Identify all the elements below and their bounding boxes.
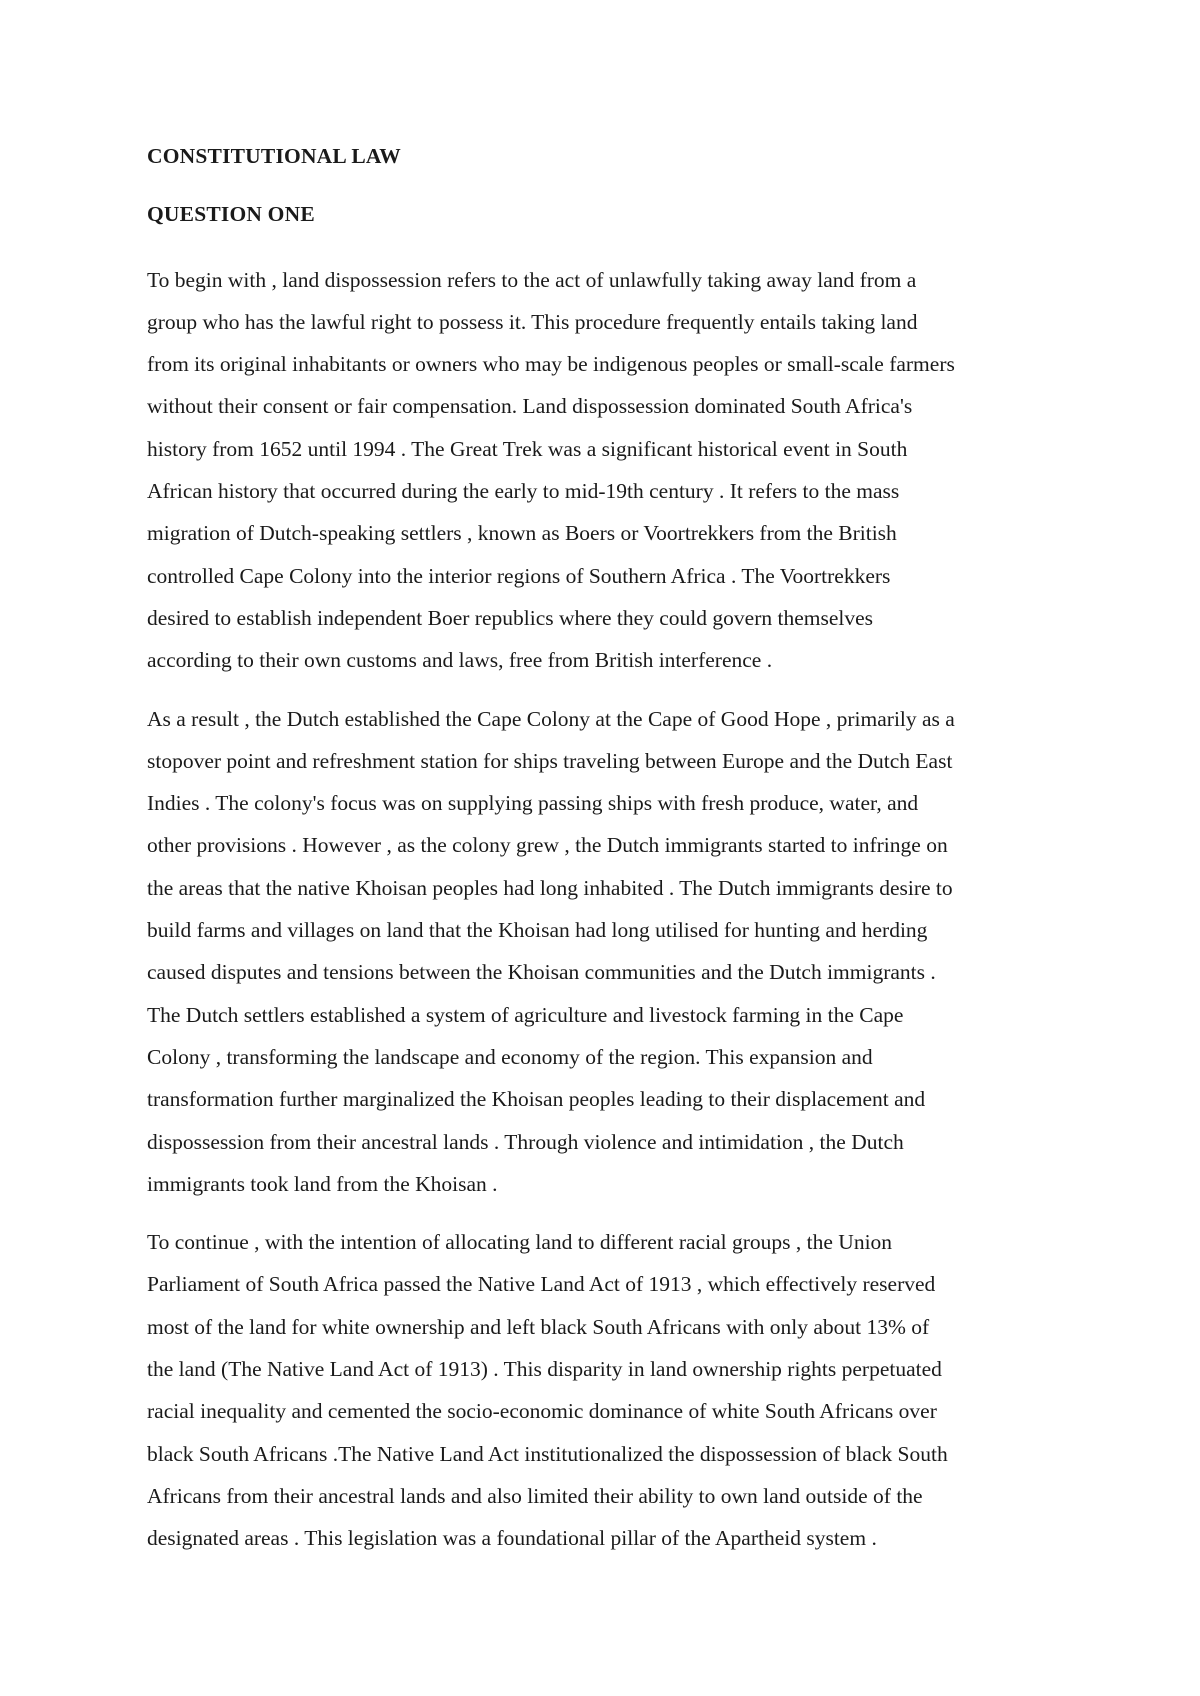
paragraph-line: caused disputes and tensions between the Khoisan communities and the Dutch immigrants . — [147, 960, 936, 985]
paragraph-line: To continue , with the intention of allocating land to different racial groups , the Union — [147, 1230, 893, 1255]
paragraph-line: other provisions . However , as the colony grew , the Dutch immigrants started to infringe on — [147, 833, 948, 858]
paragraph-line: without their consent or fair compensation. Land dispossession dominated South Africa's — [147, 394, 913, 419]
paragraph-line: immigrants took land from the Khoisan . — [147, 1171, 498, 1196]
paragraph-line: black South Africans .The Native Land Act institutionalized the dispossession of black South — [147, 1441, 948, 1466]
question-heading: QUESTION ONE — [147, 201, 315, 226]
document-title: CONSTITUTIONAL LAW — [147, 144, 401, 168]
paragraph-line: transformation further marginalized the Khoisan peoples leading to their displacement and — [147, 1087, 926, 1112]
paragraph-line: most of the land for white ownership and left black South Africans with only about 13% of — [147, 1314, 930, 1339]
paragraph-line: To begin with , land dispossession refers to the act of unlawfully taking away land from a — [147, 267, 917, 292]
paragraph-line: history from 1652 until 1994 . The Great Trek was a significant historical event in South — [147, 436, 908, 461]
paragraph-line: migration of Dutch-speaking settlers , known as Boers or Voortrekkers from the British — [147, 521, 897, 546]
paragraph-line: racial inequality and cemented the socio-economic dominance of white South Africans over — [147, 1399, 937, 1424]
paragraph-line: according to their own customs and laws, free from British interference . — [147, 648, 773, 673]
document-body — [147, 144, 1075, 1576]
paragraph-1 — [147, 259, 1075, 682]
paragraph-line: controlled Cape Colony into the interior regions of Southern Africa . The Voortrekkers — [147, 563, 891, 588]
paragraph-line: dispossession from their ancestral lands . Through violence and intimidation , the Dutch — [147, 1129, 904, 1154]
paragraph-3 — [147, 1221, 1075, 1559]
paragraph-line: the land (The Native Land Act of 1913) . This disparity in land ownership rights perpetuated — [147, 1357, 942, 1382]
paragraph-line: build farms and villages on land that the Khoisan had long utilised for hunting and herding — [147, 918, 928, 943]
paragraph-line: Parliament of South Africa passed the Native Land Act of 1913 , which effectively reserved — [147, 1272, 936, 1297]
paragraph-2 — [147, 698, 1075, 1206]
paragraph-line: stopover point and refreshment station for ships traveling between Europe and the Dutch East — [147, 748, 953, 773]
paragraph-line: the areas that the native Khoisan peoples had long inhabited . The Dutch immigrants desire to — [147, 875, 953, 900]
paragraph-line: As a result , the Dutch established the Cape Colony at the Cape of Good Hope , primarily as a — [147, 706, 955, 731]
paragraph-line: Colony , transforming the landscape and economy of the region. This expansion and — [147, 1044, 873, 1069]
paragraph-line: Africans from their ancestral lands and also limited their ability to own land outside of the — [147, 1483, 923, 1508]
paragraph-line: group who has the lawful right to possess it. This procedure frequently entails taking land — [147, 309, 918, 334]
paragraph-line: The Dutch settlers established a system of agriculture and livestock farming in the Cape — [147, 1002, 904, 1027]
paragraph-line: African history that occurred during the early to mid-19th century . It refers to the mass — [147, 479, 900, 504]
paragraph-line: desired to establish independent Boer republics where they could govern themselves — [147, 605, 874, 630]
paragraph-line: designated areas . This legislation was a foundational pillar of the Apartheid system . — [147, 1526, 877, 1551]
paragraph-line: Indies . The colony's focus was on supplying passing ships with fresh produce, water, and — [147, 791, 919, 816]
paragraph-line: from its original inhabitants or owners who may be indigenous peoples or small-scale farmers — [147, 352, 955, 377]
